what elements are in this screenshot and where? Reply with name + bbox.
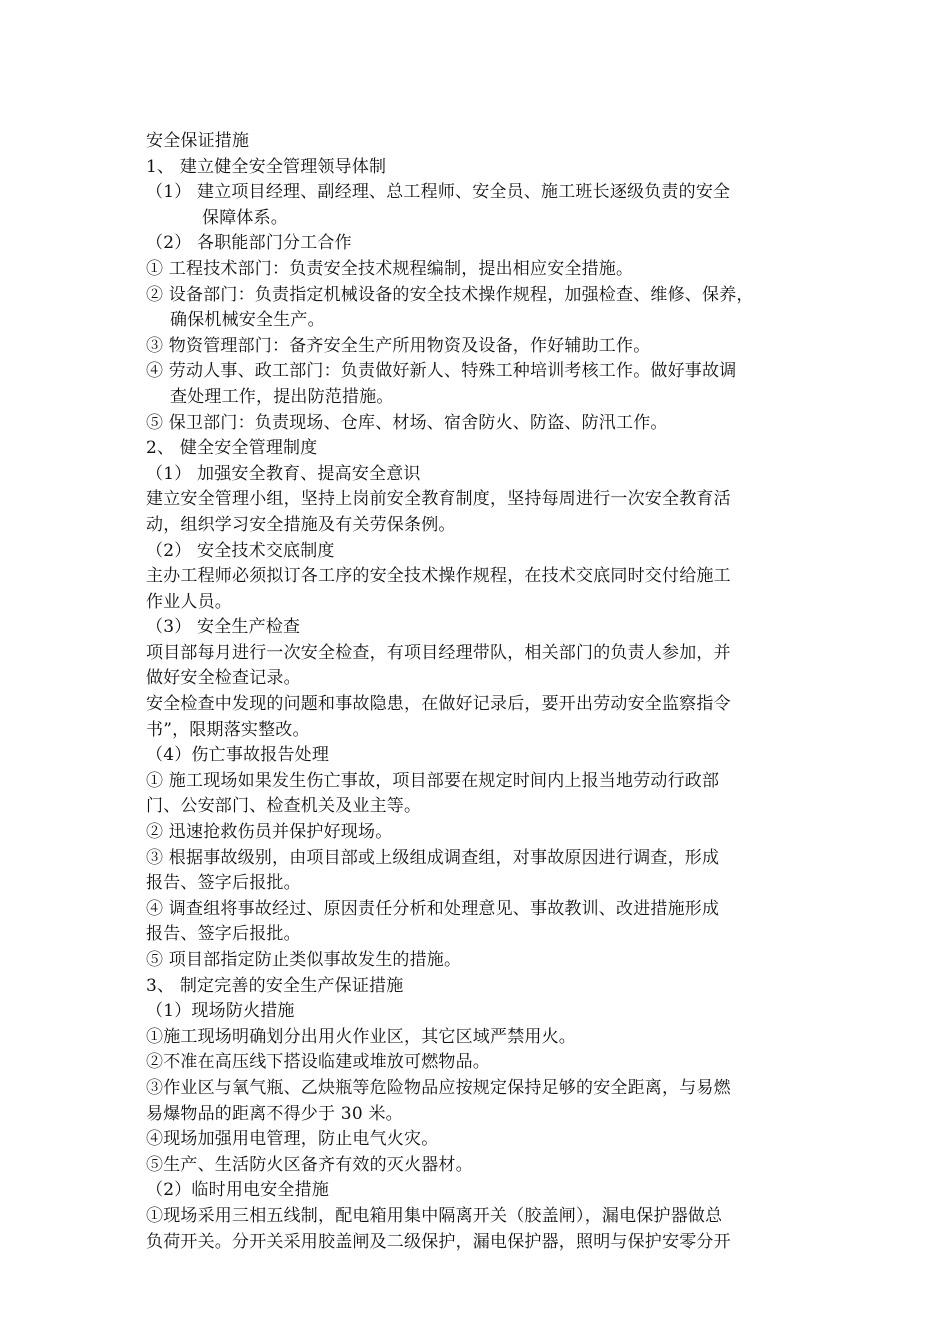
list-item: ③ 根据事故级别，由项目部或上级组成调查组，对事故原因进行调查，形成 <box>146 847 720 868</box>
list-item: ①现场采用三相五线制，配电箱用集中隔离开关（胶盖闸），漏电保护器做总 <box>146 1205 723 1226</box>
subheading: （1） 加强安全教育、提高安全意识 <box>146 463 421 484</box>
subheading: （3） 安全生产检查 <box>146 617 301 638</box>
subheading: （2） 安全技术交底制度 <box>146 540 335 561</box>
paragraph-line: 报告、签字后报批。 <box>146 924 301 945</box>
list-item: ② 设备部门：负责指定机械设备的安全技术操作规程，加强检查、维修、保养， <box>146 284 754 305</box>
paragraph-line: 主办工程师必须拟订各工序的安全技术操作规程，在技术交底同时交付给施工 <box>146 566 731 587</box>
list-item: ① 施工现场如果发生伤亡事故，项目部要在规定时间内上报当地劳动行政部 <box>146 770 720 791</box>
subheading: （4）伤亡事故报告处理 <box>146 745 330 766</box>
list-item: ②不准在高压线下搭设临建或堆放可燃物品。 <box>146 1052 490 1073</box>
subheading: （2） 各职能部门分工合作 <box>146 233 352 254</box>
paragraph-line: 门、公安部门、检查机关及业主等。 <box>146 796 422 817</box>
list-item: ④现场加强用电管理，防止电气火灾。 <box>146 1129 439 1150</box>
paragraph-line: 建立安全管理小组，坚持上岗前安全教育制度，坚持每周进行一次安全教育活 <box>146 489 731 510</box>
text-line: 保障体系。 <box>202 207 288 228</box>
document-body <box>146 129 826 1255</box>
subheading: （2）临时用电安全措施 <box>146 1180 330 1201</box>
list-item: ④ 调查组将事故经过、原因责任分析和处理意见、事故教训、改进措施形成 <box>146 898 720 919</box>
paragraph-line: 书”，限期落实整改。 <box>146 719 310 740</box>
list-item: ③作业区与氧气瓶、乙炔瓶等危险物品应按规定保持足够的安全距离，与易燃 <box>146 1077 731 1098</box>
list-item: ① 工程技术部门：负责安全技术规程编制，提出相应安全措施。 <box>146 258 634 279</box>
list-item: ⑤ 保卫部门：负责现场、仓库、材场、宿舍防火、防盗、防汛工作。 <box>146 412 668 433</box>
subheading: （1） 建立项目经理、副经理、总工程师、安全员、施工班长逐级负责的安全 <box>146 182 731 203</box>
text-line: 确保机械安全生产。 <box>170 310 325 331</box>
heading-3: 3、 制定完善的安全生产保证措施 <box>146 975 404 996</box>
heading-2: 2、 健全安全管理制度 <box>146 438 318 459</box>
heading-1: 1、 建立健全安全管理领导体制 <box>146 156 387 177</box>
paragraph-line: 负荷开关。分开关采用胶盖闸及二级保护，漏电保护器，照明与保护安零分开 <box>146 1231 731 1252</box>
paragraph-line: 作业人员。 <box>146 591 232 612</box>
paragraph-line: 安全检查中发现的问题和事故隐患，在做好记录后，要开出劳动安全监察指令 <box>146 694 731 715</box>
paragraph-line: 项目部每月进行一次安全检查，有项目经理带队，相关部门的负责人参加，并 <box>146 642 731 663</box>
list-item: ①施工现场明确划分出用火作业区，其它区域严禁用火。 <box>146 1026 576 1047</box>
list-item: ④ 劳动人事、政工部门：负责做好新人、特殊工种培训考核工作。做好事故调 <box>146 361 737 382</box>
subheading: （1）现场防火措施 <box>146 1001 295 1022</box>
list-item: ③ 物资管理部门：备齐安全生产所用物资及设备，作好辅助工作。 <box>146 335 651 356</box>
list-item: ⑤ 项目部指定防止类似事故发生的措施。 <box>146 950 462 970</box>
paragraph-line: 报告、签字后报批。 <box>146 873 301 894</box>
list-item: ⑤生产、生活防火区备齐有效的灭火器材。 <box>146 1154 473 1175</box>
paragraph-line: 动，组织学习安全措施及有关劳保条例。 <box>146 514 456 535</box>
text-line: 查处理工作，提出防范措施。 <box>170 386 394 407</box>
paragraph-line: 做好安全检查记录。 <box>146 668 301 689</box>
paragraph-line: 易爆物品的距离不得少于 30 米。 <box>146 1103 403 1124</box>
section-title: 安全保证措施 <box>146 131 250 151</box>
list-item: ② 迅速抢救伤员并保护好现场。 <box>146 822 393 843</box>
